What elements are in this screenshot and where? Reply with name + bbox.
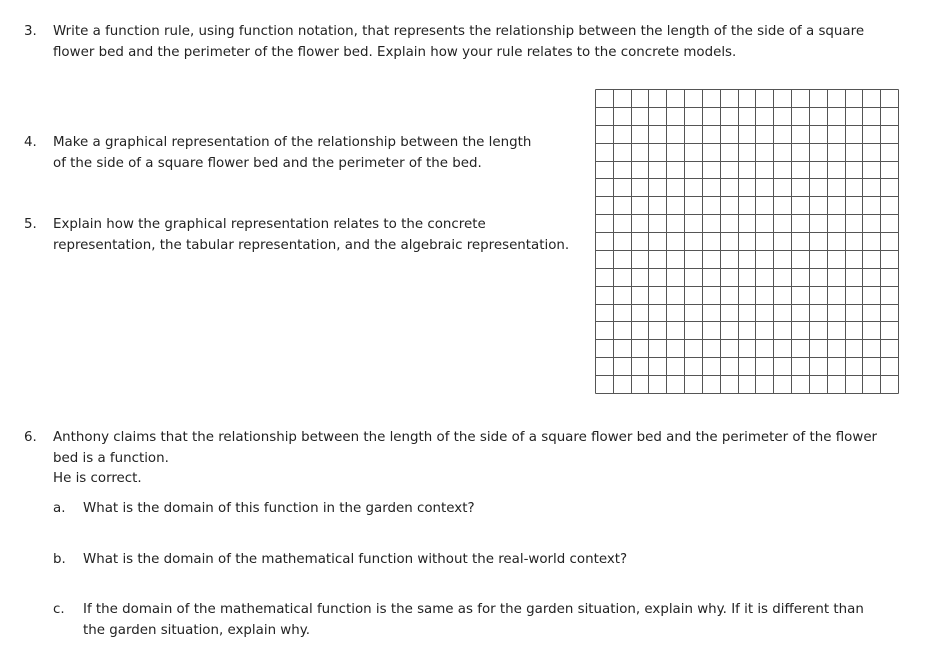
question-3-line-2: flower bed and the perimeter of the flower bed. Explain how your rule relates to the concrete models. [53,44,737,60]
question-6-line-3: He is correct. [53,471,142,486]
question-5-line-2: representation, the tabular representation, and the algebraic representation. [53,237,570,253]
question-3-line-1: Write a function rule, using function notation, that represents the relationship between the length of the side of a square [53,24,865,39]
question-3-text [53,22,864,63]
question-6b-line-1: What is the domain of the mathematical function without the real-world context? [83,552,628,567]
question-6b-letter: b. [53,552,66,567]
question-6-text [53,428,877,490]
question-6-number: 6. [24,430,37,445]
question-6c-text [83,600,864,641]
question-5-text [53,215,569,256]
question-6c-letter: c. [53,602,65,617]
question-6c-line-1: If the domain of the mathematical function is the same as for the garden situation, explain why. If it is different than [83,602,864,617]
question-6b-text [83,550,627,571]
question-3-number: 3. [24,24,37,39]
question-6a-line-1: What is the domain of this function in the garden context? [83,501,475,516]
question-6a-text [83,499,475,520]
question-5-number: 5. [24,217,37,232]
graph-grid[interactable] [595,89,899,394]
question-4-line-2: of the side of a square flower bed and the perimeter of the bed. [53,155,482,171]
question-6-line-1: Anthony claims that the relationship between the length of the side of a square flower bed and the perimeter of the flower [53,430,878,445]
question-6c-line-2: the garden situation, explain why. [83,622,311,638]
question-4-number: 4. [24,135,37,150]
question-4-line-1: Make a graphical representation of the relationship between the length [53,135,532,150]
question-4-text [53,133,531,174]
question-5-line-1: Explain how the graphical representation relates to the concrete [53,217,486,232]
question-6a-letter: a. [53,501,66,516]
question-6-line-2: bed is a function. [53,450,169,466]
